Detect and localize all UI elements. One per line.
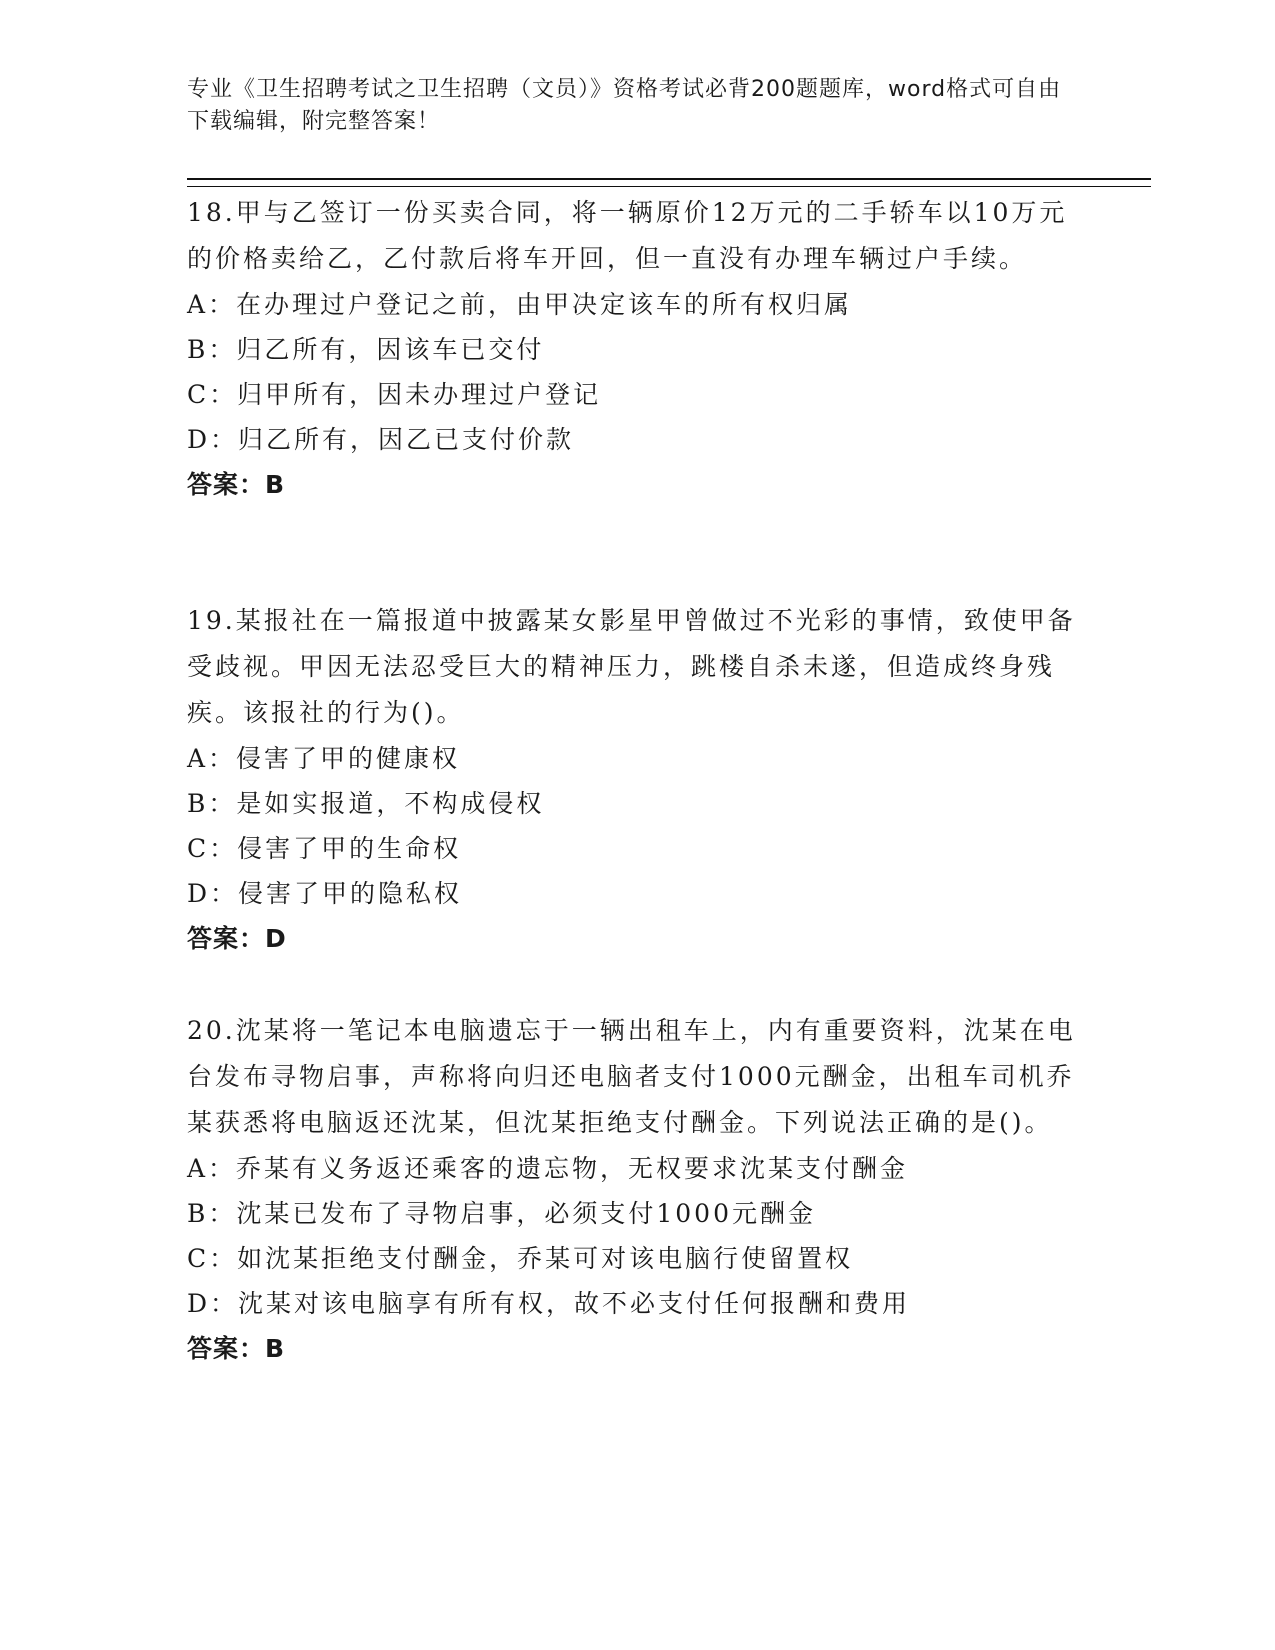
question-18 <box>187 190 1087 508</box>
option-d: D：侵害了甲的隐私权 <box>187 879 463 908</box>
option-a: A：侵害了甲的健康权 <box>187 744 461 773</box>
page-header: 专业《卫生招聘考试之卫生招聘（文员）》资格考试必背200题题库，word格式可自由下载编辑，附完整答案！ <box>187 77 1062 134</box>
option-c: C：如沈某拒绝支付酬金，乔某可对该电脑行使留置权 <box>187 1244 854 1273</box>
question-20 <box>187 1008 1087 1372</box>
answer: 答案：B <box>187 470 286 499</box>
question-19 <box>187 598 1087 962</box>
answer: 答案：B <box>187 1334 286 1363</box>
option-d: D：归乙所有，因乙已支付价款 <box>187 425 575 454</box>
option-d: D：沈某对该电脑享有所有权，故不必支付任何报酬和费用 <box>187 1289 911 1318</box>
answer: 答案：D <box>187 924 287 953</box>
option-c: C：归甲所有，因未办理过户登记 <box>187 380 602 409</box>
option-a: A：在办理过户登记之前，由甲决定该车的所有权归属 <box>187 290 853 319</box>
header-divider <box>187 178 1151 187</box>
option-b: B：沈某已发布了寻物启事，必须支付1000元酬金 <box>187 1199 816 1228</box>
question-stem: 20.沈某将一笔记本电脑遗忘于一辆出租车上，内有重要资料，沈某在电台发布寻物启事，声称将向归还电脑者支付1000元酬金，出租车司机乔某获悉将电脑返还沈某，但沈某拒绝支付酬金。下列说法正确的是()。 <box>187 1016 1076 1137</box>
option-c: C：侵害了甲的生命权 <box>187 834 462 863</box>
option-a: A：乔某有义务返还乘客的遗忘物，无权要求沈某支付酬金 <box>187 1154 909 1183</box>
option-b: B：归乙所有，因该车已交付 <box>187 335 545 364</box>
option-b: B：是如实报道，不构成侵权 <box>187 789 545 818</box>
question-stem: 19.某报社在一篇报道中披露某女影星甲曾做过不光彩的事情，致使甲备受歧视。甲因无法忍受巨大的精神压力，跳楼自杀未遂，但造成终身残疾。该报社的行为()。 <box>187 606 1076 727</box>
question-stem: 18.甲与乙签订一份买卖合同，将一辆原价12万元的二手轿车以10万元的价格卖给乙，乙付款后将车开回，但一直没有办理车辆过户手续。 <box>187 198 1068 273</box>
